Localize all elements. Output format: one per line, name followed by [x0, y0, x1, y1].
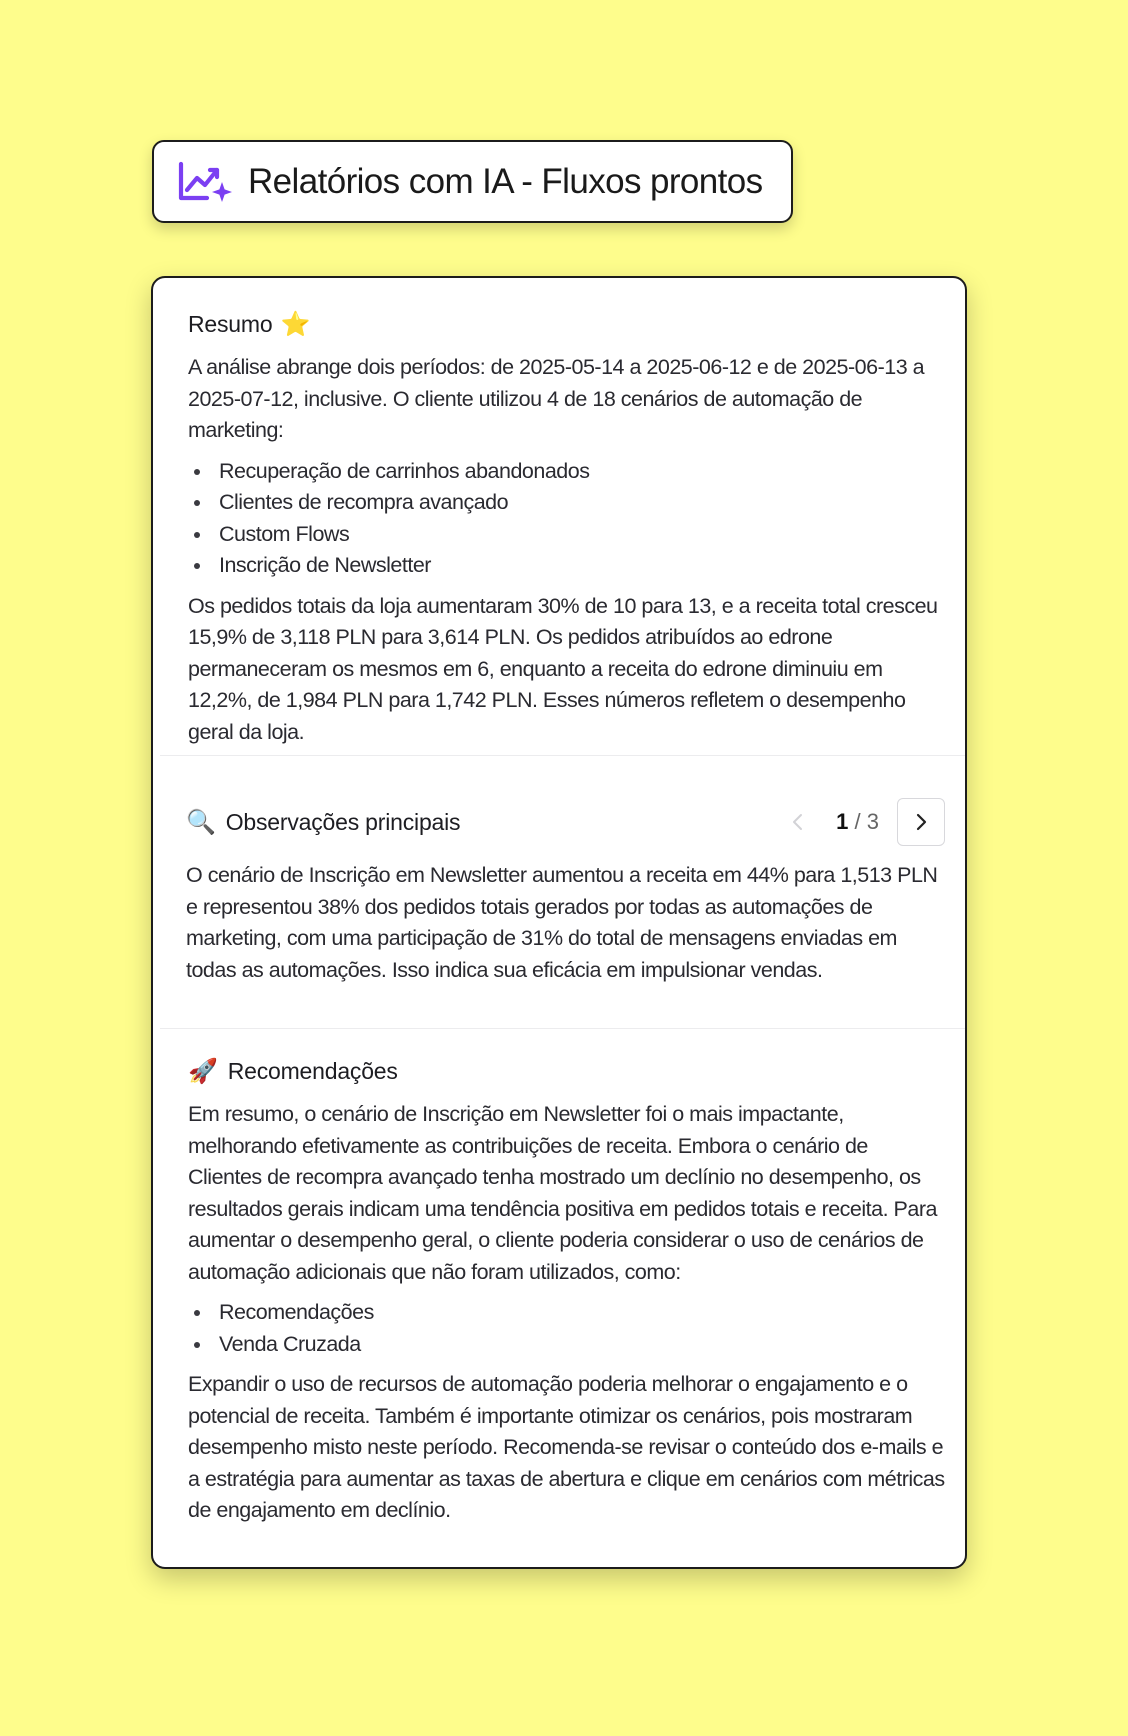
observations-header: [186, 797, 945, 847]
summary-header: [188, 310, 945, 339]
pager-separator: /: [854, 809, 861, 834]
pager-next-button[interactable]: [897, 798, 945, 846]
report-card: [151, 276, 967, 1569]
list-item: Custom Flows: [219, 519, 945, 551]
pager-total: 3: [866, 809, 879, 834]
star-icon: ⭐: [280, 311, 311, 338]
recommendations-closing: Expandir o uso de recursos de automação poderia melhorar o engajamento e o potencial de receita. Também é importante otimizar os cenários, pois mostraram desempenho misto neste período. Recomenda-se revisar o conteúdo dos e-mails e a estratégia para aumentar as taxas de abertura e clique em cenários com métricas de engajamento em declínio.: [188, 1372, 945, 1522]
chevron-left-icon: [790, 812, 806, 832]
recommendations-header: [188, 1057, 945, 1086]
list-item: Inscrição de Newsletter: [219, 550, 945, 582]
recommendations-section: [160, 1028, 965, 1568]
observations-pager: [774, 798, 945, 846]
pager-count: [836, 809, 879, 835]
summary-closing: Os pedidos totais da loja aumentaram 30% de 10 para 13, e a receita total cresceu 15,9% de 3,118 PLN para 3,614 PLN. Os pedidos atribuídos ao edrone permaneceram os mesmos em 6, enquanto a receita do edrone diminuiu em 12,2%, de 1,984 PLN para 1,742 PLN. Esses números refletem o desempenho geral da loja.: [188, 593, 938, 744]
list-item: Clientes de recompra avançado: [219, 487, 945, 519]
summary-scenario-list: [188, 456, 945, 582]
pager-prev-button[interactable]: [774, 798, 822, 846]
page-title: Relatórios com IA - Fluxos prontos: [248, 161, 763, 201]
recommendations-title: Recomendações: [227, 1058, 398, 1084]
recommendations-list: [188, 1297, 945, 1360]
rocket-icon: 🚀: [188, 1058, 218, 1085]
pager-current: 1: [836, 809, 849, 834]
summary-title: Resumo: [188, 311, 273, 337]
chevron-right-icon: [913, 812, 929, 832]
summary-intro: A análise abrange dois períodos: de 2025-05-14 a 2025-06-12 e de 2025-06-13 a 2025-07-12, inclusive. O cliente utilizou 4 de 18 cenários de automação de marketing:: [188, 355, 925, 442]
recommendations-intro: Em resumo, o cenário de Inscrição em Newsletter foi o mais impactante, melhorando efetivamente as contribuições de receita. Embora o cenário de Clientes de recompra avançado tenha mostrado um declínio no desempenho, os resultados gerais indicam uma tendência positiva em pedidos totais e receita. Para aumentar o desempenho geral, o cliente poderia considerar o uso de cenários de automação adicionais que não foram utilizados, como:: [188, 1102, 937, 1284]
list-item: Venda Cruzada: [219, 1329, 945, 1361]
summary-section: [160, 278, 965, 756]
observations-body: O cenário de Inscrição em Newsletter aumentou a receita em 44% para 1,513 PLN e representou 38% dos pedidos totais gerados por todas as automações de marketing, com uma participação de 31% do total de mensagens enviadas em todas as automações. Isso indica sua eficácia em impulsionar vendas.: [186, 863, 938, 982]
magnifier-icon: 🔍: [186, 808, 216, 836]
page-title-badge: [152, 140, 793, 223]
ai-chart-icon: [176, 159, 236, 205]
list-item: Recomendações: [219, 1297, 945, 1329]
list-item: Recuperação de carrinhos abandonados: [219, 456, 945, 488]
observations-title: Observações principais: [225, 808, 461, 835]
observations-section: [160, 757, 965, 1007]
